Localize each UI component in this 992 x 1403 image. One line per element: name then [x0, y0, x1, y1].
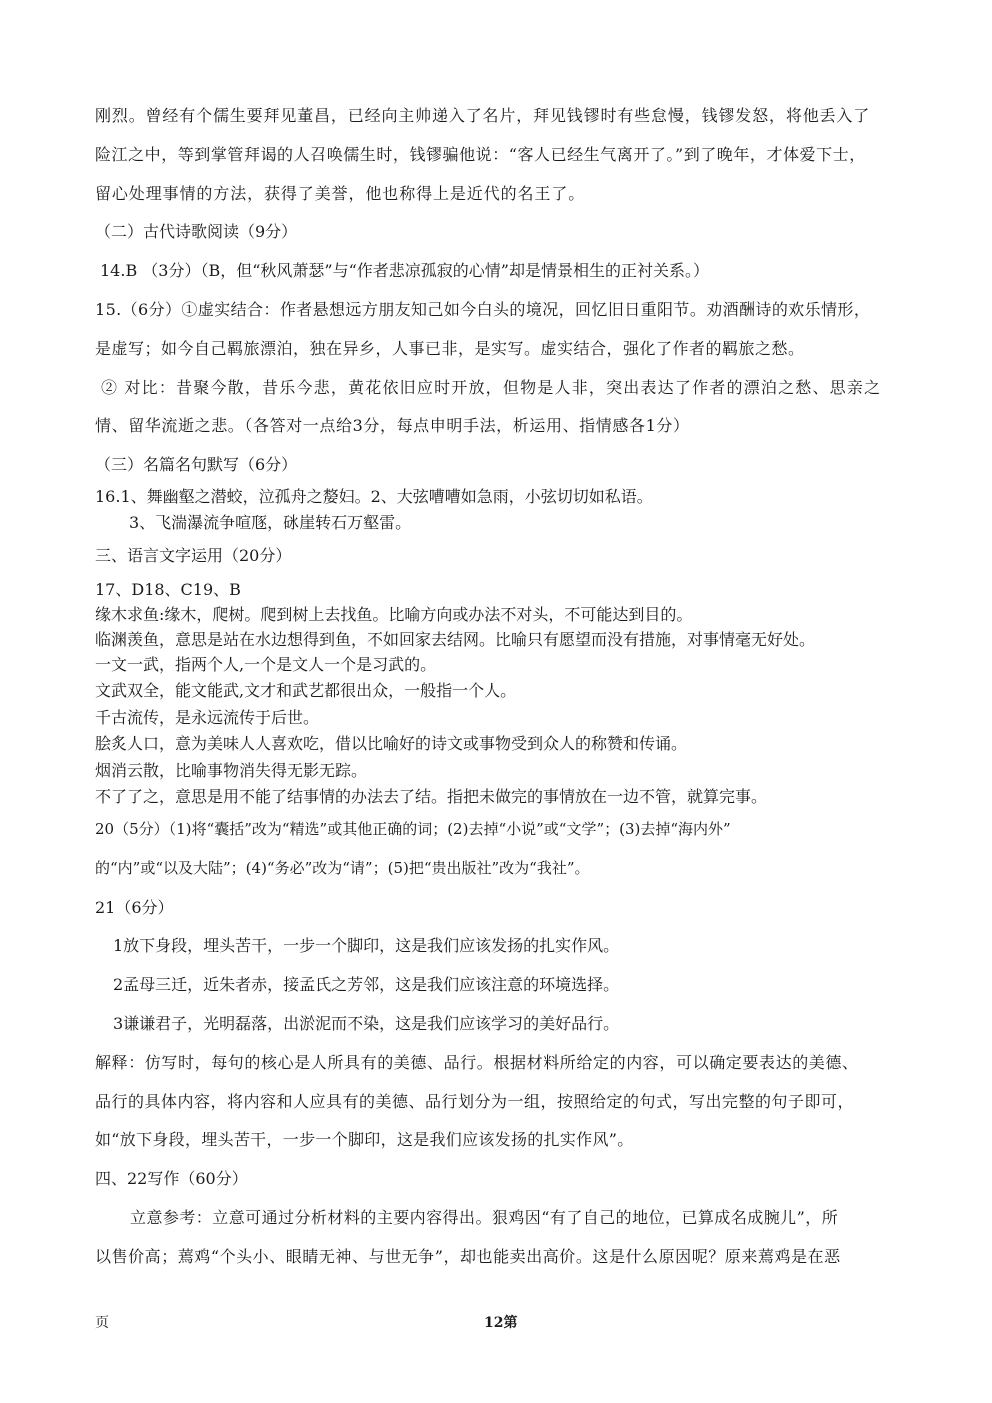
answer-line: 17、D18、C19、B: [95, 580, 241, 599]
idiom-explanation: 一文一武，指两个人,一个是文人一个是习武的。: [95, 655, 437, 674]
text-line: 3、飞湍瀑流争喧豗，砯崖转石万壑雷。: [129, 513, 412, 532]
text-line: 险江之中，等到掌管拜谒的人召唤儒生时，钱镠骗他说：“客人已经生气离开了。”到了晚年，才体爱下士，: [95, 145, 866, 164]
text-line: 的“内”或“以及大陆”；(4)“务必”改为“请”；(5)把“贵出版社”改为“我社”。: [95, 859, 590, 877]
question-heading: 21（6分）: [95, 898, 174, 917]
idiom-explanation: 临渊羡鱼，意思是站在水边想得到鱼，不如回家去结网。比喻只有愿望而没有措施，对事情毫无好处。: [95, 630, 816, 649]
idiom-explanation: 文武双全，能文能武,文才和武艺都很出众，一般指一个人。: [95, 681, 517, 700]
text-line: 情、留华流逝之悲。（各答对一点给3分，每点申明手法，析运用、指情感各1分）: [95, 416, 690, 435]
idiom-explanation: 不了了之，意思是用不能了结事情的办法去了结。指把未做完的事情放在一边不管，就算完事。: [95, 787, 768, 806]
text-line: 16.1、舞幽壑之潜蛟，泣孤舟之嫠妇。2、大弦嘈嘈如急雨，小弦切切如私语。: [95, 487, 653, 506]
text-line: 20（5分）（1)将“囊括”改为“精选”或其他正确的词；(2)去掉“小说”或“文学”；(3)去掉“海内外”: [95, 820, 731, 838]
answer-line: 1放下身段，埋头苦干，一步一个脚印，这是我们应该发扬的扎实作风。: [113, 936, 620, 955]
text-line: 如“放下身段，埋头苦干，一步一个脚印，这是我们应该发扬的扎实作风”。: [95, 1130, 634, 1149]
footer-left: 页: [95, 1315, 109, 1331]
text-line: 15.（6分）①虚实结合：作者悬想远方朋友知己如今白头的境况，回忆旧日重阳节。劝酒酬诗的欢乐情形，: [95, 300, 871, 319]
section-heading: 四、22写作（60分）: [95, 1169, 248, 1188]
text-line: 14.B （3分）（B，但“秋风萧瑟”与“作者悲凉孤寂的心情”却是情景相生的正衬关系。）: [100, 261, 709, 280]
text-line: 立意参考：立意可通过分析材料的主要内容得出。狠鸡因“有了自己的地位，已算成名成腕儿”，所: [130, 1208, 839, 1227]
text-line: 刚烈。曾经有个儒生要拜见董昌，已经向主帅递入了名片，拜见钱镠时有些怠慢，钱镠发怒，将他丢入了: [95, 106, 871, 125]
section-heading: （二）古代诗歌阅读（9分）: [95, 222, 298, 241]
idiom-explanation: 千古流传，是永远流传于后世。: [95, 708, 320, 727]
idiom-explanation: 烟消云散，比喻事物消失得无影无踪。: [95, 761, 368, 780]
text-line: ② 对比：昔聚今散，昔乐今悲，黄花依旧应时开放，但物是人非，突出表达了作者的漂泊之愁、思亲之: [101, 378, 882, 397]
text-line: 留心处理事情的方法，获得了美誉，他也称得上是近代的名王了。: [95, 184, 586, 203]
text-line: 以售价高；蔫鸡“个头小、眼睛无神、与世无争”，却也能卖出高价。这是什么原因呢？原来蔫鸡是在恶: [95, 1247, 841, 1266]
page-number: 12第: [484, 1315, 518, 1331]
section-heading: 三、语言文字运用（20分）: [95, 546, 292, 565]
text-line: 解释：仿写时，每句的核心是人所具有的美德、品行。根据材料所给定的内容，可以确定要表达的美德、: [95, 1053, 859, 1072]
idiom-explanation: 缘木求鱼:缘木，爬树。爬到树上去找鱼。比喻方向或办法不对头，不可能达到目的。: [95, 605, 693, 624]
text-line: 品行的具体内容，将内容和人应具有的美德、品行划分为一组，按照给定的句式，写出完整的句子即可，: [95, 1092, 855, 1111]
text-line: 是虚写；如今自己羁旅漂泊，独在异乡，人事已非，是实写。虚实结合，强化了作者的羁旅之愁。: [95, 339, 805, 358]
section-heading: （三）名篇名句默写（6分）: [95, 455, 298, 474]
answer-line: 3谦谦君子，光明磊落，出淤泥而不染，这是我们应该学习的美好品行。: [113, 1014, 620, 1033]
idiom-explanation: 脍炙人口，意为美味人人喜欢吃，借以比喻好的诗文或事物受到众人的称赞和传诵。: [95, 734, 688, 753]
answer-line: 2孟母三迁，近朱者赤，接孟氏之芳邻，这是我们应该注意的环境选择。: [113, 975, 620, 994]
